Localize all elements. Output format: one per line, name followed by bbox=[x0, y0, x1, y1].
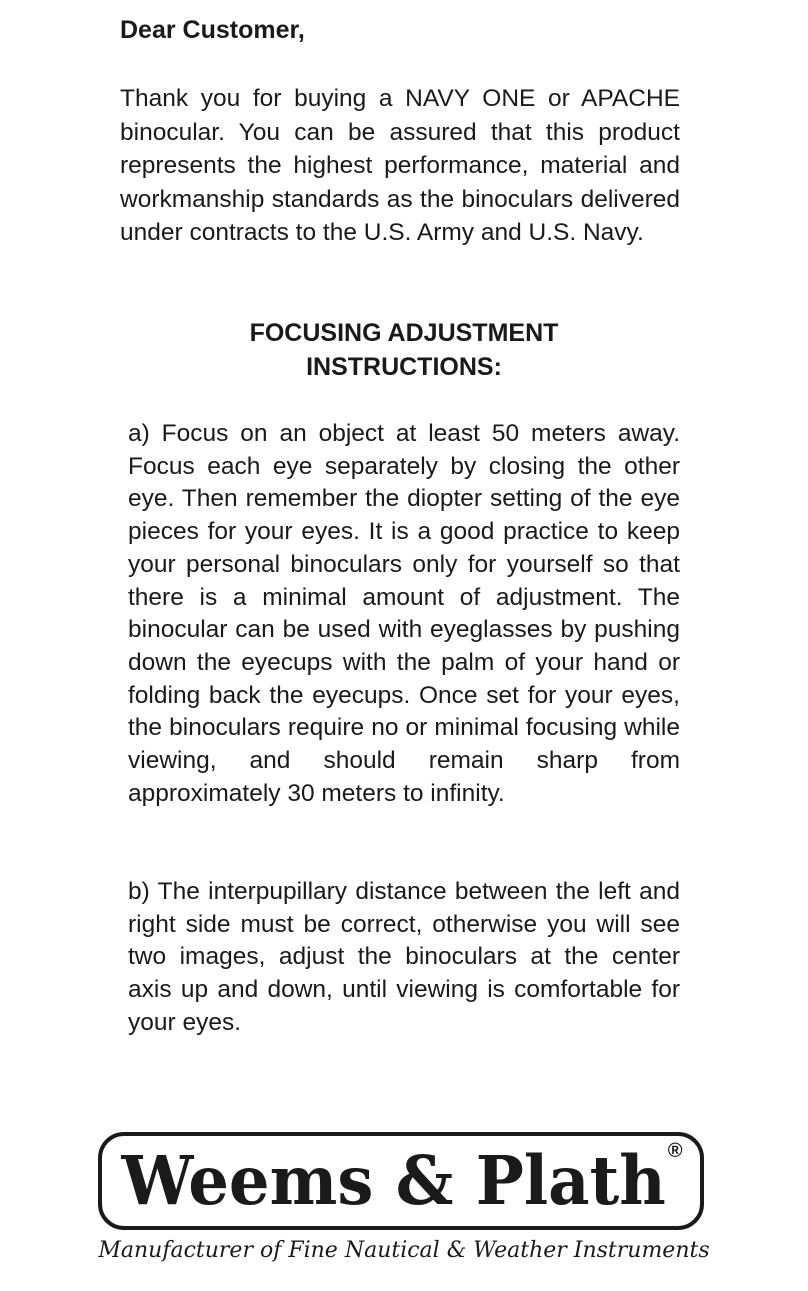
instruction-paragraph-a: a) Focus on an object at least 50 meters away. Focus each eye separately by closing the other eye. Then remember the diopter setting of the eye pieces for your eyes. It is a good practice to keep your personal binoculars only for yourself so that there is a minimal amount of adjustment. The binocular can be used with eyeglasses by pushing down the eyecups with the palm of your hand or folding back the eyecups. Once set for your eyes, the binoculars require no or minimal focusing while viewing, and should remain sharp from approximately 30 meters to infinity. bbox=[128, 420, 680, 807]
registered-mark: ® bbox=[667, 1139, 683, 1162]
instructions-heading bbox=[0, 316, 808, 384]
greeting: Dear Customer, bbox=[120, 16, 305, 44]
heading-line-2: INSTRUCTIONS: bbox=[306, 353, 502, 381]
brand-logo bbox=[98, 1132, 704, 1230]
intro-paragraph: Thank you for buying a NAVY ONE or APACHE binocular. You can be assured that this product represents the highest performance, material and workmanship standards as the binoculars delivered under contracts to the U.S. Army and U.S. Navy. bbox=[120, 85, 680, 246]
brand-tagline: Manufacturer of Fine Nautical & Weather Instruments bbox=[98, 1238, 710, 1263]
instruction-paragraph-b: b) The interpupillary distance between the left and right side must be correct, otherwise you will see two images, adjust the binoculars at the center axis up and down, until viewing is comfortable for your eyes. bbox=[128, 878, 680, 1036]
brand-logo-text: Weems & Plath bbox=[121, 1141, 666, 1221]
heading-line-1: FOCUSING ADJUSTMENT bbox=[249, 319, 559, 347]
